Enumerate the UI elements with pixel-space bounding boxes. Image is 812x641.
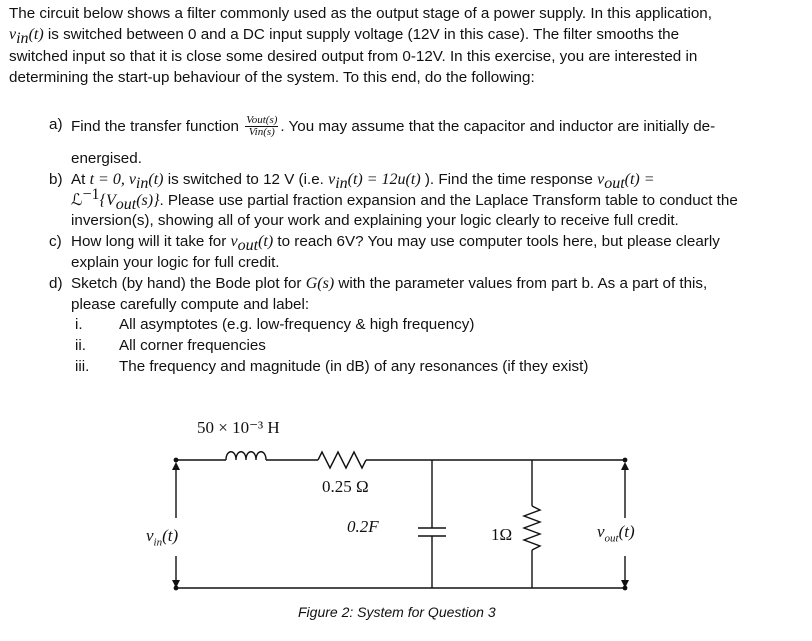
part-c-text-b: to reach 6V? You may use computer tools here, but please clearly [273,233,720,251]
intro-line-2-text: is switched between 0 and a DC input supply voltage (12V in this case). The filter smooths the [43,26,680,44]
vin-label-sub: in [153,536,163,549]
part-b-line-3: inversion(s), showing all of your work and explaining your logic clearly to receive full credit. [71,212,679,230]
part-c-math-end: (t) [258,233,274,251]
part-a-text-2: . You may assume that the capacitor and inductor are initially de- [280,118,716,135]
inductor-label: 50 × 10⁻³ H [197,418,280,437]
part-d-line-2: please carefully compute and label: [71,295,310,313]
vin-arg: (t) [28,26,44,44]
part-b-math-3-sub: out [604,174,625,192]
part-d-math: G(s) [305,274,335,292]
part-c-text-a: How long will it take for [71,233,231,251]
vout-label [597,522,635,545]
sub-text-i: All asymptotes (e.g. low-frequency & high frequency) [119,316,475,334]
vin-label-symbol: v [146,526,154,545]
part-b-math-3-end: (t) = [624,170,655,188]
part-c-label: c) [49,233,62,251]
sub-text-ii: All corner frequencies [119,337,266,355]
vin-arrow-top [172,462,180,470]
part-b-vout-s-end: (s)} [136,191,160,209]
part-c-math-sub: out [237,237,259,255]
part-b-text-b: is switched to 12 V (i.e. [163,170,329,188]
part-d-label: d) [49,274,63,292]
capacitor-label: 0.2F [347,517,379,536]
part-b-line-2-text: . Please use partial fraction expansion and the Laplace Transform table to conduct the [159,191,738,209]
part-a-text-1: Find the transfer function [71,118,244,135]
laplace-symbol: ℒ [71,191,83,209]
part-b-vout-s-sub: out [115,195,137,213]
vin-subscript: in [16,30,29,48]
vin-arrow-bottom [172,580,180,588]
vout-arrow-top [621,462,629,470]
part-b-math-2: v [328,170,336,188]
sub-label-ii: ii. [75,337,86,355]
part-b-math-1: t = 0, v [89,170,136,188]
part-b-text-c: ). Find the time response [420,170,598,188]
part-b-math-1-sub: in [135,174,149,192]
vin-top-terminal [174,458,179,463]
load-resistor [524,506,540,550]
inductor [226,452,266,460]
intro-line-4: determining the start-up behaviour of the system. To this end, do the following: [9,68,535,86]
vout-arrow-bottom [621,580,629,588]
sub-text-iii: The frequency and magnitude (in dB) of any resonances (if they exist) [119,357,589,375]
part-c-math: v [230,233,238,251]
part-a-label: a) [49,116,63,133]
part-b-math-1-end: (t) [148,170,164,188]
figure-caption: Figure 2: System for Question 3 [298,604,496,620]
vout-label-sub: out [604,532,619,545]
part-c-line-2: explain your logic for full credit. [71,253,280,271]
laplace-inverse-sup: −1 [82,185,100,203]
vout-label-arg: (t) [618,522,635,541]
part-b-vout-s: {V [99,191,116,209]
part-b-math-2-sub: in [335,174,348,192]
vin-label [146,526,179,549]
part-d-text-b: with the parameter values from part b. As a part of this, [334,274,708,292]
vout-top-terminal [623,458,628,463]
vout-label-symbol: v [597,522,605,541]
fraction-numerator: Vout(s) [246,114,278,127]
part-b-math-3: v [597,170,605,188]
part-a-line-2: energised. [71,150,142,167]
part-d-text-a: Sketch (by hand) the Bode plot for [71,274,306,292]
vin-label-arg: (t) [162,526,179,545]
sub-label-i: i. [75,316,83,334]
fraction-denominator: Vin(s) [248,126,275,139]
intro-line-1: The circuit below shows a filter commonly used as the output stage of a power supply. In this application, [9,5,712,22]
sub-label-iii: iii. [75,357,90,375]
series-resistor-label: 0.25 Ω [322,477,369,496]
part-b-math-2-end: (t) = 12u(t) [347,170,421,188]
part-b-label: b) [49,170,63,188]
load-resistor-label: 1Ω [491,525,513,544]
series-resistor [318,452,366,468]
vin-symbol: v [9,26,17,44]
intro-line-3: switched input so that it is close some desired output from 0-12V. In this exercise, you are interested in [9,47,698,65]
part-b-text-a: At [71,170,90,188]
